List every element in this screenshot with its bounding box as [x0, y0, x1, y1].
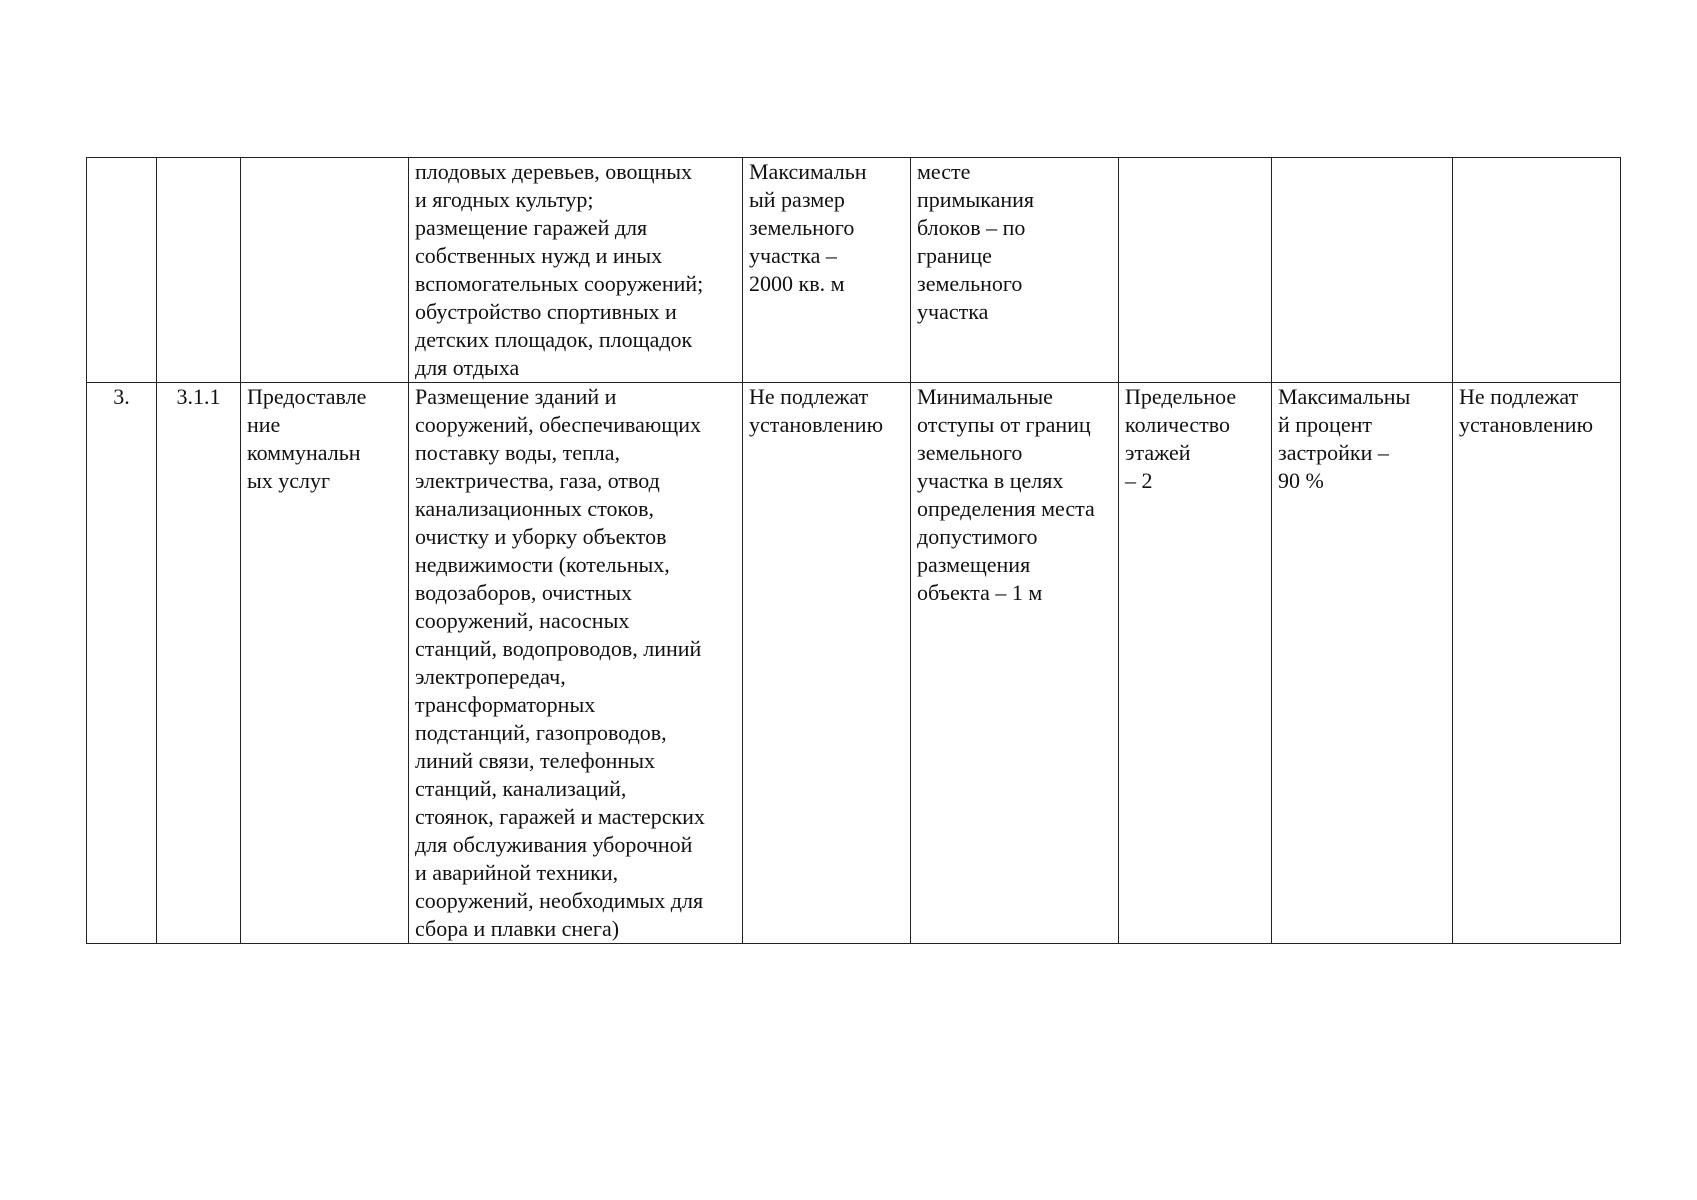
- use-description-cell: плодовых деревьев, овощных и ягодных культур; размещение гаражей для собственных нужд и иных вспомогательных сооружений; обустройство спортивных и детских площадок, площадок для отдыха: [409, 158, 743, 383]
- zoning-regulations-table: [86, 157, 1621, 944]
- other-params-cell: [1453, 158, 1621, 383]
- plot-size-cell: Не подлежат установлению: [743, 383, 911, 944]
- row-number-cell: [87, 158, 157, 383]
- setbacks-cell: Минимальные отступы от границ земельного участка в целях определения места допустимого размещения объекта – 1 м: [911, 383, 1119, 944]
- coverage-cell: [1272, 158, 1453, 383]
- table-row: [87, 158, 1621, 383]
- use-code-cell: [157, 158, 241, 383]
- coverage-cell: Максимальны й процент застройки – 90 %: [1272, 383, 1453, 944]
- use-name-cell: Предоставле ние коммунальн ых услуг: [241, 383, 409, 944]
- row-number-cell: 3.: [87, 383, 157, 944]
- other-params-cell: Не подлежат установлению: [1453, 383, 1621, 944]
- use-code-cell: 3.1.1: [157, 383, 241, 944]
- use-name-cell: [241, 158, 409, 383]
- use-description-cell: Размещение зданий и сооружений, обеспечивающих поставку воды, тепла, электричества, газа, отвод канализационных стоков, очистку и уборку объектов недвижимости (котельных, водозаборов, очистных сооружений, насосных станций, водопроводов, линий электропередач, трансформаторных подстанций, газопроводов, линий связи, телефонных станций, канализаций, стоянок, гаражей и мастерских для обслуживания уборочной и аварийной техники, сооружений, необходимых для сбора и плавки снега): [409, 383, 743, 944]
- setbacks-cell: месте примыкания блоков – по границе земельного участка: [911, 158, 1119, 383]
- plot-size-cell: Максимальн ый размер земельного участка – 2000 кв. м: [743, 158, 911, 383]
- table-row: [87, 383, 1621, 944]
- floors-cell: [1119, 158, 1272, 383]
- floors-cell: Предельное количество этажей – 2: [1119, 383, 1272, 944]
